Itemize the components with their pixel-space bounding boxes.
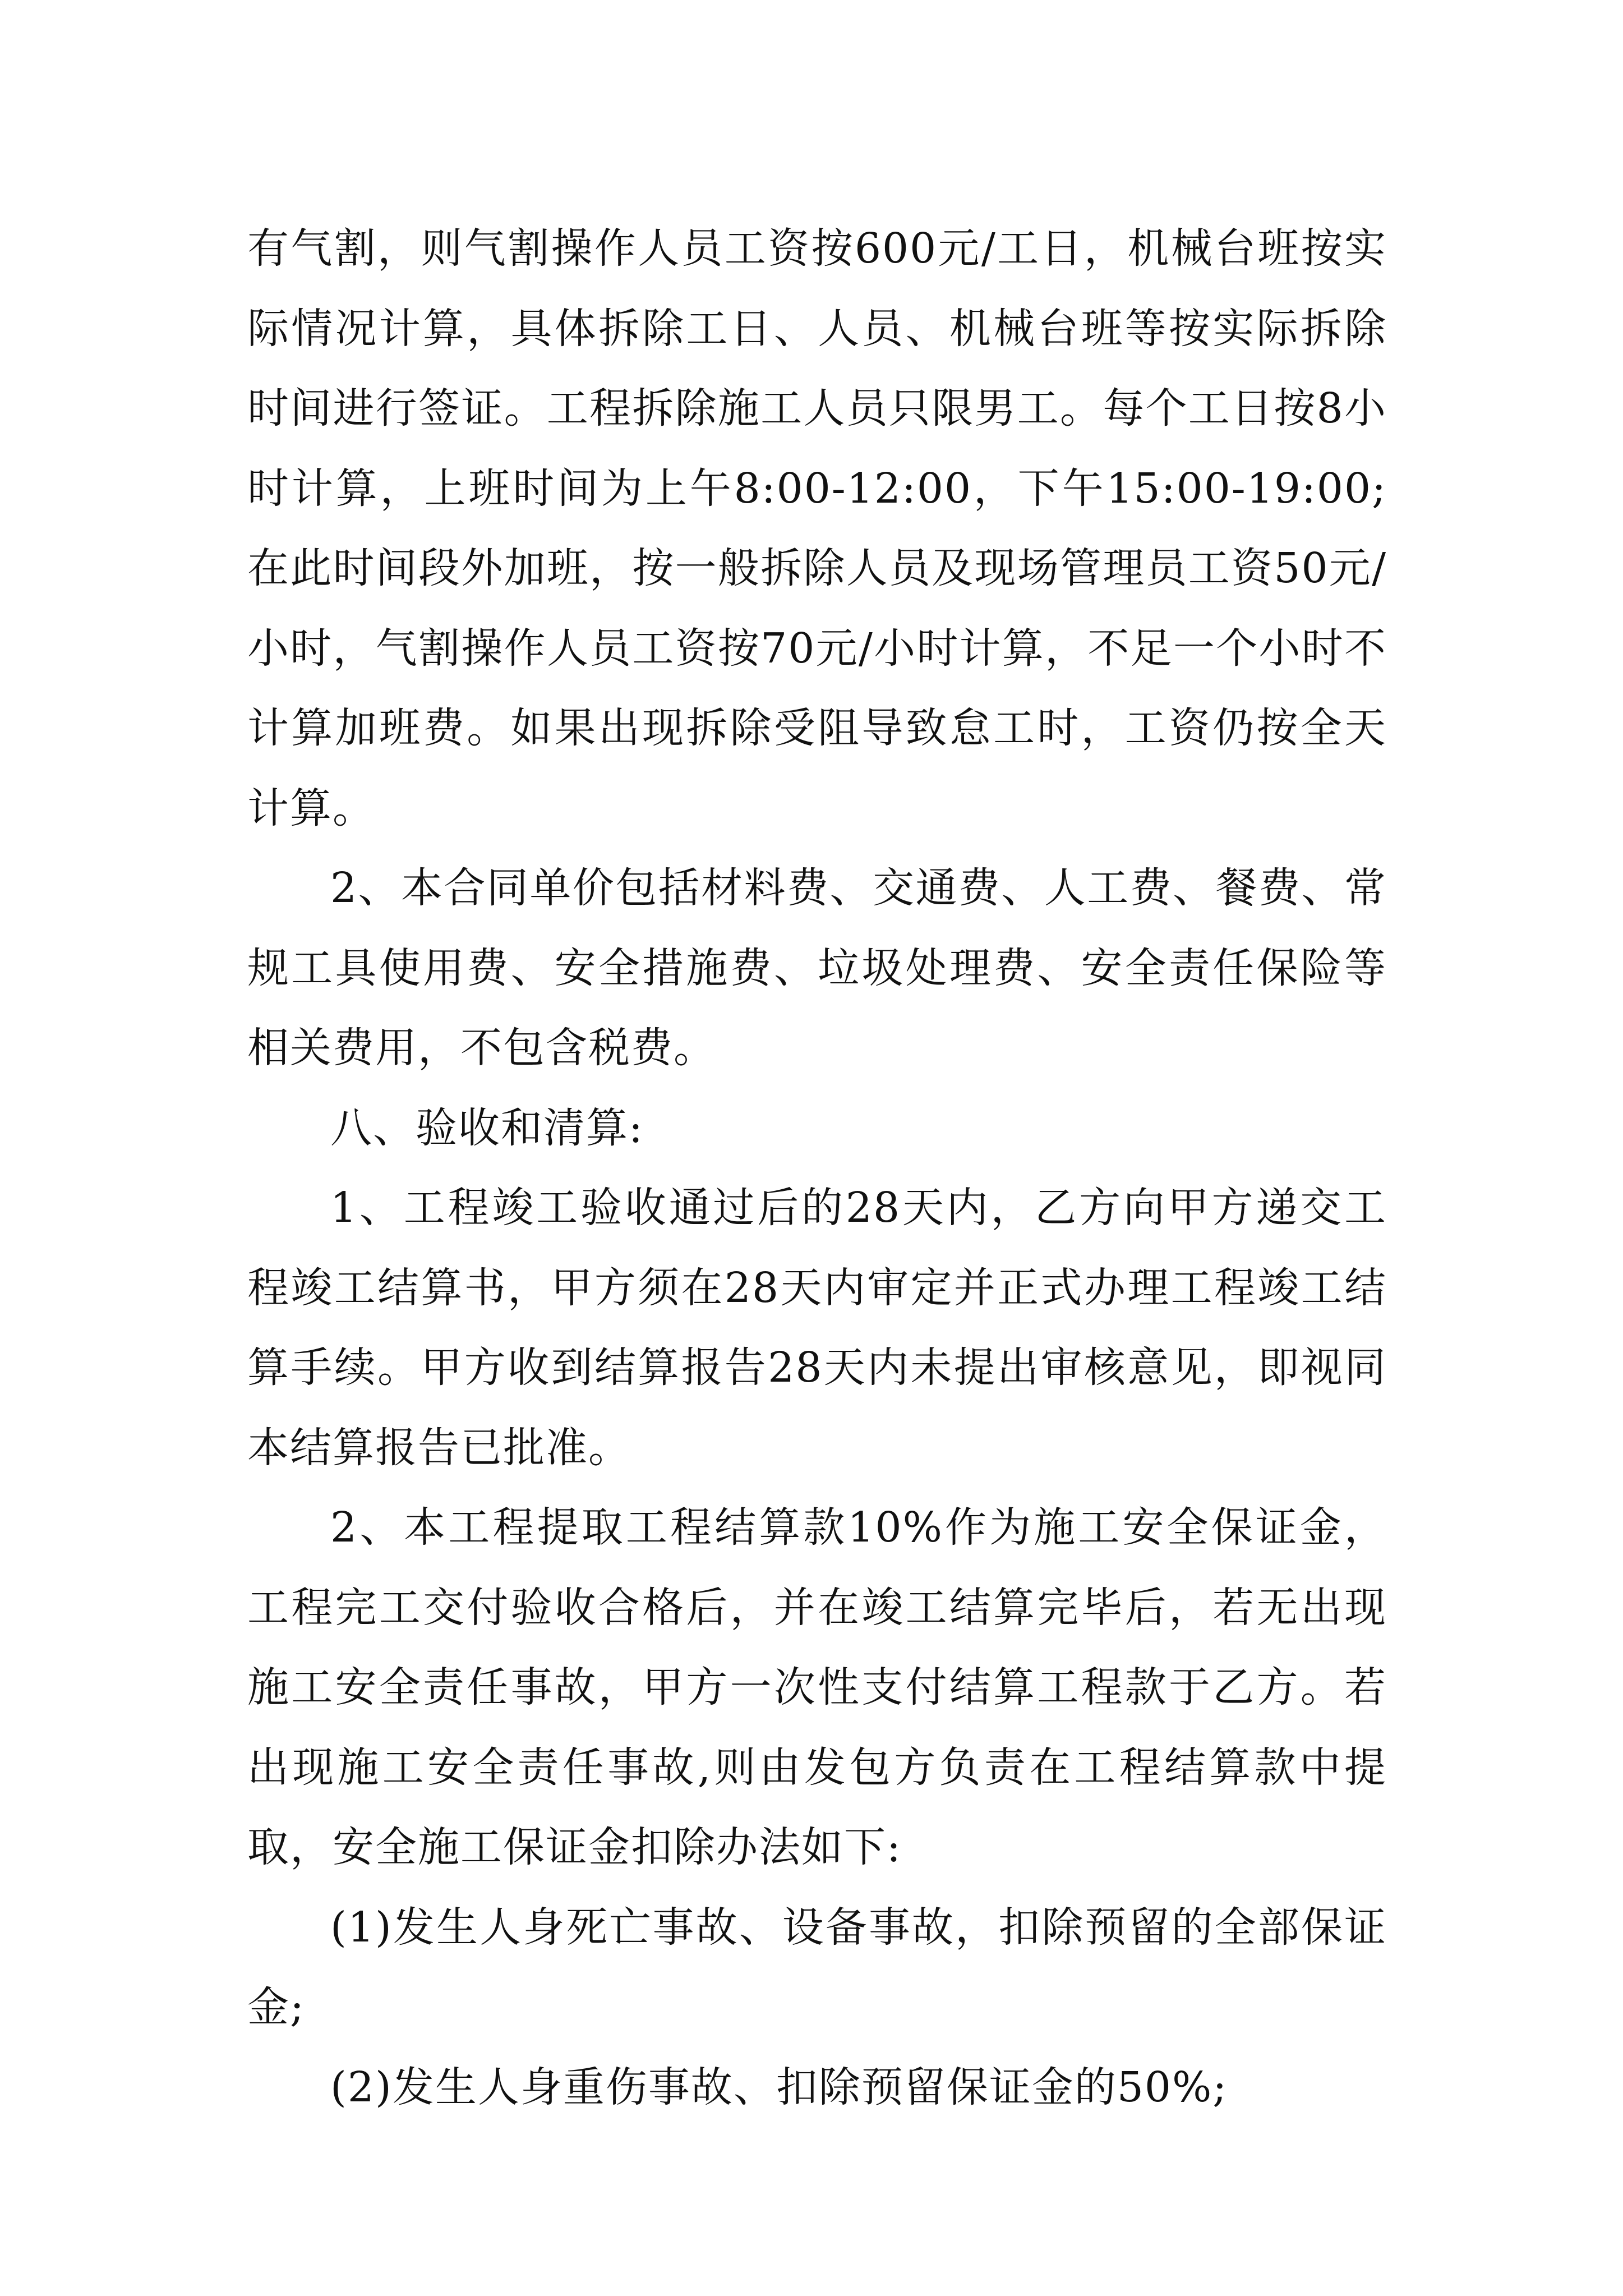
paragraph-settlement: 1、工程竣工验收通过后的28天内，乙方向甲方递交工程竣工结算书，甲方须在28天内审定并正式办理工程竣工结算手续。甲方收到结算报告28天内未提出审核意见，即视同本结算报告已批准。 [247,1184,1387,1472]
document-body [247,209,1387,2127]
section-heading-acceptance: 八、验收和清算: [330,1103,644,1152]
paragraph-unit-price: 2、本合同单价包括材料费、交通费、人工费、餐费、常规工具使用费、安全措施费、垃圾处理费、安全责任保险等相关费用，不包含税费。 [247,864,1387,1072]
list-item-death-accident: (1)发生人身死亡事故、设备事故，扣除预留的全部保证金; [247,1903,1387,2031]
list-item-serious-injury: (2)发生人身重伤事故、扣除预留保证金的50%; [330,2063,1228,2111]
paragraph-wage-terms: 有气割，则气割操作人员工资按600元/工日，机械台班按实际情况计算，具体拆除工日、人员、机械台班等按实际拆除时间进行签证。工程拆除施工人员只限男工。每个工日按8小时计算，上班时间为上午8:00-12:00，下午15:00-19:00;在此时间段外加班，按一般拆除人员及现场管理员工资50元/小时，气割操作人员工资按70元/小时计算，不足一个小时不计算加班费。如果出现拆除受阻导致怠工时，工资仍按全天计算。 [247,224,1387,832]
paragraph-safety-deposit: 2、本工程提取工程结算款10%作为施工安全保证金，工程完工交付验收合格后，并在竣工结算完毕后，若无出现施工安全责任事故，甲方一次性支付结算工程款于乙方。若出现施工安全责任事故,则由发包方负责在工程结算款中提取，安全施工保证金扣除办法如下: [247,1503,1387,1871]
